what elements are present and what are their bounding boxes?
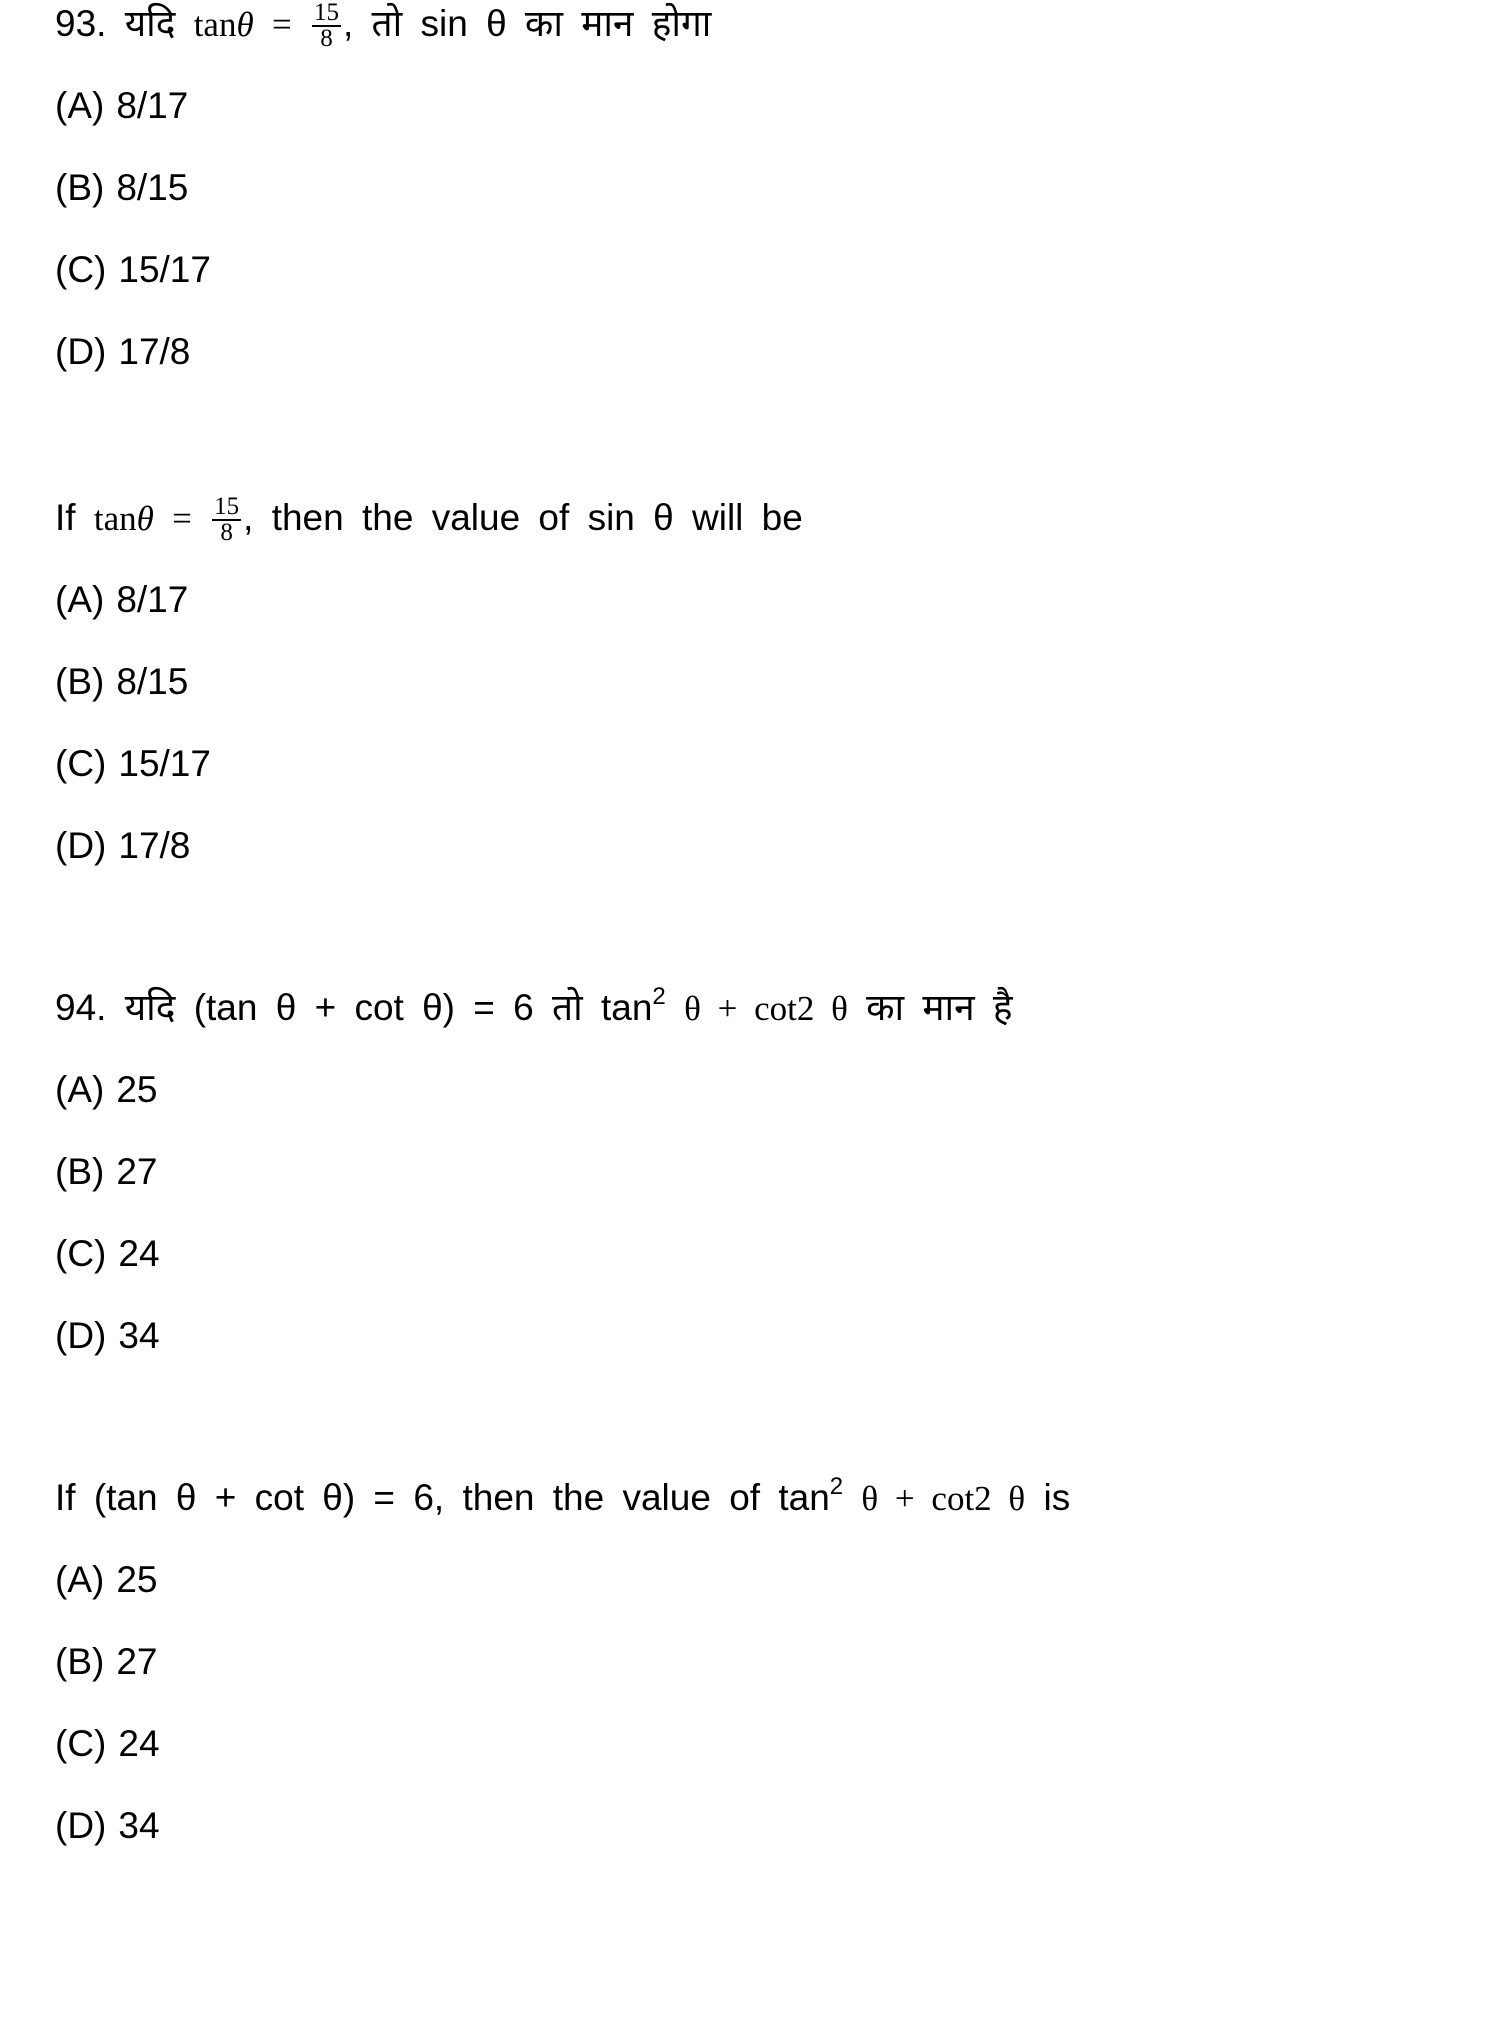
question-number: 93.	[55, 3, 107, 44]
question-lead: If (tan θ + cot θ) = 6, then the value of tan	[55, 1477, 830, 1518]
fraction-denominator: 8	[220, 519, 233, 547]
option-text: 8/15	[116, 167, 189, 208]
option-text: 8/17	[116, 579, 189, 620]
option-text: 15/17	[118, 249, 211, 290]
option-label: (A)	[55, 1069, 105, 1110]
math-tan: tan	[193, 5, 237, 44]
math-expression: θ + cot2 θ	[684, 989, 848, 1028]
option-c[interactable]	[55, 1228, 1455, 1280]
option-d[interactable]	[55, 326, 1455, 378]
option-label: (C)	[55, 1233, 107, 1274]
question-rest: then the value of sin θ will be	[271, 497, 803, 538]
question-number: 94.	[55, 987, 107, 1028]
option-label: (A)	[55, 85, 105, 126]
option-text: 8/15	[116, 661, 189, 702]
option-a[interactable]	[55, 1554, 1455, 1606]
math-theta: θ	[136, 499, 154, 538]
comma: ,	[243, 497, 254, 538]
fraction-denominator: 8	[320, 25, 333, 53]
fraction-numerator: 15	[214, 493, 240, 521]
option-text: 27	[116, 1151, 158, 1192]
question-93-hindi	[55, 0, 1455, 378]
option-label: (D)	[55, 331, 107, 372]
option-text: 8/17	[116, 85, 189, 126]
option-text: 27	[116, 1641, 158, 1682]
superscript: 2	[829, 1473, 844, 1500]
option-text: 25	[116, 1559, 158, 1600]
question-rest: तो sin θ का मान होगा	[371, 3, 712, 44]
fraction-numerator: 15	[313, 0, 339, 27]
option-label: (A)	[55, 579, 105, 620]
option-b[interactable]	[55, 656, 1455, 708]
math-theta: θ	[236, 5, 254, 44]
question-rest: is	[1043, 1477, 1071, 1518]
option-b[interactable]	[55, 1146, 1455, 1198]
option-label: (B)	[55, 1641, 105, 1682]
option-a[interactable]	[55, 80, 1455, 132]
question-lead: यदि	[124, 3, 176, 44]
option-label: (D)	[55, 825, 107, 866]
math-fraction	[312, 1, 341, 51]
question-stem	[55, 0, 1455, 53]
math-tan: tan	[93, 499, 137, 538]
math-fraction	[212, 495, 241, 545]
question-93-english	[55, 492, 1455, 872]
question-stem	[55, 492, 1455, 547]
question-lead: If	[55, 497, 76, 538]
option-label: (A)	[55, 1559, 105, 1600]
option-c[interactable]	[55, 1718, 1455, 1770]
option-text: 17/8	[118, 825, 191, 866]
option-text: 34	[118, 1315, 160, 1356]
question-rest: का मान है	[866, 987, 1013, 1028]
option-text: 24	[118, 1233, 160, 1274]
question-stem	[55, 1472, 1455, 1524]
option-a[interactable]	[55, 1064, 1455, 1116]
option-label: (B)	[55, 167, 105, 208]
option-text: 34	[118, 1805, 160, 1846]
math-expression: θ + cot2 θ	[861, 1479, 1026, 1518]
option-text: 25	[116, 1069, 158, 1110]
question-stem	[55, 982, 1455, 1034]
option-text: 15/17	[118, 743, 211, 784]
option-text: 17/8	[118, 331, 191, 372]
option-label: (D)	[55, 1315, 107, 1356]
option-label: (C)	[55, 1723, 107, 1764]
question-94-hindi	[55, 982, 1455, 1362]
option-c[interactable]	[55, 244, 1455, 296]
superscript: 2	[652, 983, 666, 1010]
option-label: (B)	[55, 661, 105, 702]
option-a[interactable]	[55, 574, 1455, 626]
option-d[interactable]	[55, 1310, 1455, 1362]
option-label: (C)	[55, 249, 107, 290]
option-d[interactable]	[55, 1800, 1455, 1852]
option-b[interactable]	[55, 1636, 1455, 1688]
option-b[interactable]	[55, 162, 1455, 214]
option-label: (C)	[55, 743, 107, 784]
option-c[interactable]	[55, 738, 1455, 790]
question-94-english	[55, 1472, 1455, 1852]
question-lead: यदि (tan θ + cot θ) = 6 तो tan	[124, 987, 653, 1028]
option-text: 24	[118, 1723, 160, 1764]
option-label: (D)	[55, 1805, 107, 1846]
math-equals: =	[271, 5, 292, 44]
option-label: (B)	[55, 1151, 105, 1192]
comma: ,	[342, 3, 354, 44]
math-equals: =	[172, 499, 192, 538]
option-d[interactable]	[55, 820, 1455, 872]
